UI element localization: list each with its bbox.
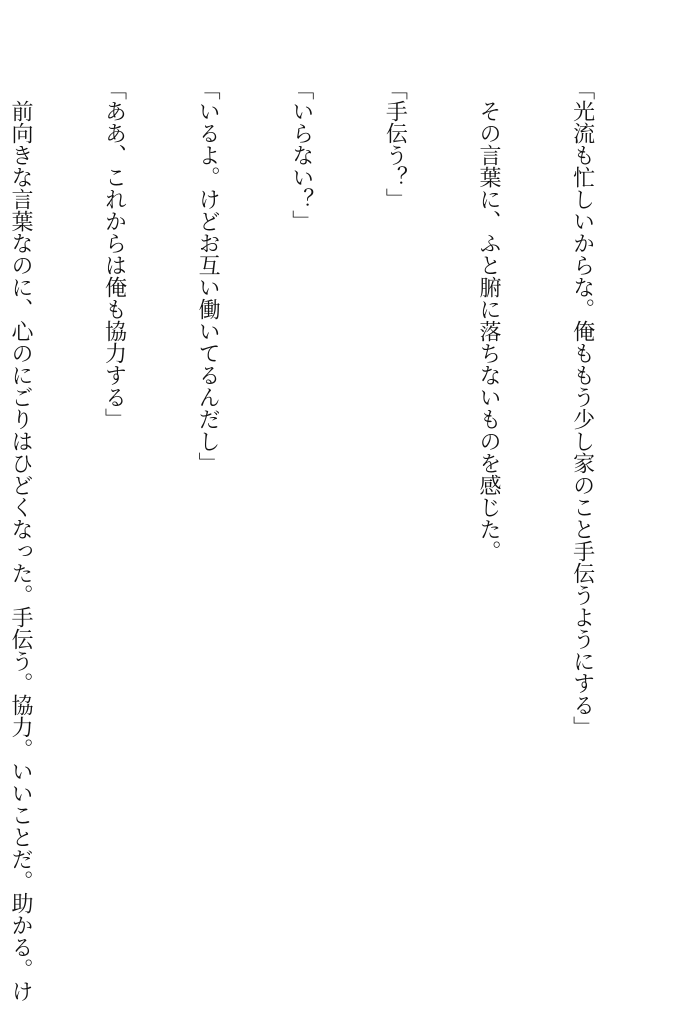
text-line: その言葉に、ふと腑に落ちないものを感じた。 <box>475 78 501 562</box>
text-line: 「ああ、これからは俺も協力する」 <box>101 78 127 430</box>
text-line: 「いらない？」 <box>288 78 314 232</box>
text-line: 前向きな言葉なのに、心のにごりはひどくなった。手伝う。協力。いいことだ。助かる。け <box>7 78 33 1002</box>
vertical-text-body <box>0 78 660 1002</box>
text-line: 「手伝う？」 <box>382 78 408 210</box>
text-line: 「光流も忙しいからな。俺ももう少し家のこと手伝うようにする」 <box>569 78 595 738</box>
text-line: 「いるよ。けどお互い働いてるんだし」 <box>195 78 221 474</box>
